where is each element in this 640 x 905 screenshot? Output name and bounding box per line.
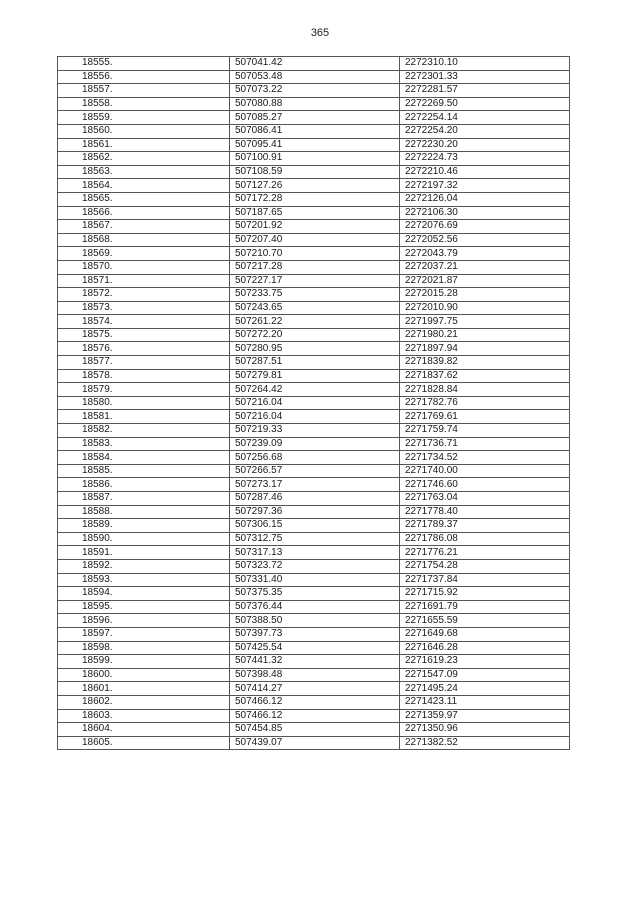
table-row	[58, 220, 570, 234]
x-coordinate-cell: 507398.48	[230, 668, 400, 682]
point-number-cell: 18596.	[58, 614, 230, 628]
point-number-cell: 18582.	[58, 424, 230, 438]
table-row	[58, 206, 570, 220]
x-coordinate-cell: 507376.44	[230, 600, 400, 614]
x-coordinate-cell: 507441.32	[230, 655, 400, 669]
table-row	[58, 192, 570, 206]
point-number-cell: 18580.	[58, 396, 230, 410]
table-row	[58, 356, 570, 370]
y-coordinate-cell: 2272037.21	[400, 260, 570, 274]
point-number-cell: 18569.	[58, 247, 230, 261]
x-coordinate-cell: 507323.72	[230, 559, 400, 573]
x-coordinate-cell: 507280.95	[230, 342, 400, 356]
table-row	[58, 315, 570, 329]
y-coordinate-cell: 2272269.50	[400, 97, 570, 111]
x-coordinate-cell: 507273.17	[230, 478, 400, 492]
y-coordinate-cell: 2272230.20	[400, 138, 570, 152]
point-number-cell: 18564.	[58, 179, 230, 193]
point-number-cell: 18570.	[58, 260, 230, 274]
table-row	[58, 695, 570, 709]
table-row	[58, 288, 570, 302]
x-coordinate-cell: 507264.42	[230, 383, 400, 397]
y-coordinate-cell: 2271619.23	[400, 655, 570, 669]
coordinates-table	[57, 56, 570, 750]
table-row	[58, 328, 570, 342]
table-row	[58, 97, 570, 111]
page-number: 365	[310, 27, 330, 39]
table-row	[58, 492, 570, 506]
y-coordinate-cell: 2271495.24	[400, 682, 570, 696]
table-row	[58, 274, 570, 288]
x-coordinate-cell: 507095.41	[230, 138, 400, 152]
table-row	[58, 437, 570, 451]
x-coordinate-cell: 507375.35	[230, 587, 400, 601]
table-row	[58, 70, 570, 84]
point-number-cell: 18561.	[58, 138, 230, 152]
point-number-cell: 18559.	[58, 111, 230, 125]
x-coordinate-cell: 507454.85	[230, 723, 400, 737]
x-coordinate-cell: 507414.27	[230, 682, 400, 696]
point-number-cell: 18586.	[58, 478, 230, 492]
y-coordinate-cell: 2272010.90	[400, 301, 570, 315]
x-coordinate-cell: 507100.91	[230, 152, 400, 166]
y-coordinate-cell: 2271776.21	[400, 546, 570, 560]
x-coordinate-cell: 507239.09	[230, 437, 400, 451]
table-row	[58, 546, 570, 560]
point-number-cell: 18563.	[58, 165, 230, 179]
point-number-cell: 18584.	[58, 451, 230, 465]
table-row	[58, 84, 570, 98]
point-number-cell: 18579.	[58, 383, 230, 397]
y-coordinate-cell: 2271382.52	[400, 736, 570, 750]
y-coordinate-cell: 2271763.04	[400, 492, 570, 506]
table-row	[58, 559, 570, 573]
x-coordinate-cell: 507217.28	[230, 260, 400, 274]
x-coordinate-cell: 507219.33	[230, 424, 400, 438]
table-row	[58, 396, 570, 410]
point-number-cell: 18572.	[58, 288, 230, 302]
y-coordinate-cell: 2271754.28	[400, 559, 570, 573]
point-number-cell: 18588.	[58, 505, 230, 519]
x-coordinate-cell: 507201.92	[230, 220, 400, 234]
point-number-cell: 18578.	[58, 369, 230, 383]
table-row	[58, 641, 570, 655]
x-coordinate-cell: 507397.73	[230, 627, 400, 641]
x-coordinate-cell: 507312.75	[230, 532, 400, 546]
y-coordinate-cell: 2272052.56	[400, 233, 570, 247]
table-row	[58, 505, 570, 519]
point-number-cell: 18574.	[58, 315, 230, 329]
x-coordinate-cell: 507243.65	[230, 301, 400, 315]
y-coordinate-cell: 2271789.37	[400, 519, 570, 533]
x-coordinate-cell: 507073.22	[230, 84, 400, 98]
point-number-cell: 18595.	[58, 600, 230, 614]
table-row	[58, 709, 570, 723]
table-row	[58, 260, 570, 274]
table-row	[58, 627, 570, 641]
point-number-cell: 18583.	[58, 437, 230, 451]
table-row	[58, 111, 570, 125]
x-coordinate-cell: 507108.59	[230, 165, 400, 179]
x-coordinate-cell: 507466.12	[230, 695, 400, 709]
y-coordinate-cell: 2272210.46	[400, 165, 570, 179]
x-coordinate-cell: 507127.26	[230, 179, 400, 193]
y-coordinate-cell: 2271740.00	[400, 464, 570, 478]
x-coordinate-cell: 507216.04	[230, 396, 400, 410]
table-row	[58, 152, 570, 166]
y-coordinate-cell: 2271828.84	[400, 383, 570, 397]
point-number-cell: 18598.	[58, 641, 230, 655]
x-coordinate-cell: 507287.51	[230, 356, 400, 370]
x-coordinate-cell: 507256.68	[230, 451, 400, 465]
y-coordinate-cell: 2271746.60	[400, 478, 570, 492]
y-coordinate-cell: 2271782.76	[400, 396, 570, 410]
x-coordinate-cell: 507261.22	[230, 315, 400, 329]
point-number-cell: 18593.	[58, 573, 230, 587]
x-coordinate-cell: 507439.07	[230, 736, 400, 750]
point-number-cell: 18587.	[58, 492, 230, 506]
y-coordinate-cell: 2271837.62	[400, 369, 570, 383]
y-coordinate-cell: 2272197.32	[400, 179, 570, 193]
table-row	[58, 138, 570, 152]
table-row	[58, 301, 570, 315]
table-row	[58, 247, 570, 261]
table-row	[58, 410, 570, 424]
point-number-cell: 18571.	[58, 274, 230, 288]
table-row	[58, 532, 570, 546]
point-number-cell: 18558.	[58, 97, 230, 111]
point-number-cell: 18604.	[58, 723, 230, 737]
y-coordinate-cell: 2271691.79	[400, 600, 570, 614]
table-row	[58, 655, 570, 669]
y-coordinate-cell: 2272301.33	[400, 70, 570, 84]
point-number-cell: 18590.	[58, 532, 230, 546]
y-coordinate-cell: 2271655.59	[400, 614, 570, 628]
point-number-cell: 18568.	[58, 233, 230, 247]
point-number-cell: 18605.	[58, 736, 230, 750]
table-row	[58, 668, 570, 682]
point-number-cell: 18599.	[58, 655, 230, 669]
y-coordinate-cell: 2272126.04	[400, 192, 570, 206]
point-number-cell: 18594.	[58, 587, 230, 601]
x-coordinate-cell: 507466.12	[230, 709, 400, 723]
x-coordinate-cell: 507306.15	[230, 519, 400, 533]
point-number-cell: 18603.	[58, 709, 230, 723]
y-coordinate-cell: 2271734.52	[400, 451, 570, 465]
x-coordinate-cell: 507172.28	[230, 192, 400, 206]
y-coordinate-cell: 2271778.40	[400, 505, 570, 519]
y-coordinate-cell: 2271547.09	[400, 668, 570, 682]
y-coordinate-cell: 2271737.84	[400, 573, 570, 587]
point-number-cell: 18600.	[58, 668, 230, 682]
table-row	[58, 573, 570, 587]
x-coordinate-cell: 507331.40	[230, 573, 400, 587]
table-row	[58, 383, 570, 397]
y-coordinate-cell: 2272281.57	[400, 84, 570, 98]
point-number-cell: 18566.	[58, 206, 230, 220]
y-coordinate-cell: 2272076.69	[400, 220, 570, 234]
point-number-cell: 18601.	[58, 682, 230, 696]
x-coordinate-cell: 507287.46	[230, 492, 400, 506]
point-number-cell: 18576.	[58, 342, 230, 356]
y-coordinate-cell: 2271897.94	[400, 342, 570, 356]
x-coordinate-cell: 507053.48	[230, 70, 400, 84]
point-number-cell: 18573.	[58, 301, 230, 315]
y-coordinate-cell: 2271736.71	[400, 437, 570, 451]
table-row	[58, 342, 570, 356]
point-number-cell: 18555.	[58, 57, 230, 71]
x-coordinate-cell: 507266.57	[230, 464, 400, 478]
x-coordinate-cell: 507207.40	[230, 233, 400, 247]
point-number-cell: 18557.	[58, 84, 230, 98]
point-number-cell: 18562.	[58, 152, 230, 166]
y-coordinate-cell: 2271646.28	[400, 641, 570, 655]
table-row	[58, 451, 570, 465]
y-coordinate-cell: 2272015.28	[400, 288, 570, 302]
x-coordinate-cell: 507425.54	[230, 641, 400, 655]
table-row	[58, 369, 570, 383]
point-number-cell: 18589.	[58, 519, 230, 533]
table-row	[58, 587, 570, 601]
table-row	[58, 682, 570, 696]
point-number-cell: 18585.	[58, 464, 230, 478]
y-coordinate-cell: 2272254.20	[400, 124, 570, 138]
table-row	[58, 600, 570, 614]
x-coordinate-cell: 507080.88	[230, 97, 400, 111]
y-coordinate-cell: 2271649.68	[400, 627, 570, 641]
x-coordinate-cell: 507279.81	[230, 369, 400, 383]
y-coordinate-cell: 2272254.14	[400, 111, 570, 125]
point-number-cell: 18577.	[58, 356, 230, 370]
y-coordinate-cell: 2272310.10	[400, 57, 570, 71]
y-coordinate-cell: 2271350.96	[400, 723, 570, 737]
y-coordinate-cell: 2271786.08	[400, 532, 570, 546]
x-coordinate-cell: 507388.50	[230, 614, 400, 628]
y-coordinate-cell: 2271839.82	[400, 356, 570, 370]
point-number-cell: 18597.	[58, 627, 230, 641]
coordinates-table-body	[58, 57, 570, 750]
point-number-cell: 18556.	[58, 70, 230, 84]
point-number-cell: 18575.	[58, 328, 230, 342]
x-coordinate-cell: 507297.36	[230, 505, 400, 519]
y-coordinate-cell: 2271359.97	[400, 709, 570, 723]
x-coordinate-cell: 507041.42	[230, 57, 400, 71]
x-coordinate-cell: 507216.04	[230, 410, 400, 424]
point-number-cell: 18602.	[58, 695, 230, 709]
x-coordinate-cell: 507272.20	[230, 328, 400, 342]
x-coordinate-cell: 507233.75	[230, 288, 400, 302]
table-row	[58, 464, 570, 478]
table-row	[58, 478, 570, 492]
table-row	[58, 424, 570, 438]
point-number-cell: 18581.	[58, 410, 230, 424]
y-coordinate-cell: 2271980.21	[400, 328, 570, 342]
y-coordinate-cell: 2271759.74	[400, 424, 570, 438]
point-number-cell: 18560.	[58, 124, 230, 138]
y-coordinate-cell: 2271997.75	[400, 315, 570, 329]
x-coordinate-cell: 507210.70	[230, 247, 400, 261]
table-row	[58, 736, 570, 750]
y-coordinate-cell: 2271769.61	[400, 410, 570, 424]
table-row	[58, 124, 570, 138]
table-row	[58, 165, 570, 179]
point-number-cell: 18567.	[58, 220, 230, 234]
table-row	[58, 57, 570, 71]
table-row	[58, 519, 570, 533]
x-coordinate-cell: 507317.13	[230, 546, 400, 560]
x-coordinate-cell: 507187.65	[230, 206, 400, 220]
y-coordinate-cell: 2272106.30	[400, 206, 570, 220]
table-row	[58, 723, 570, 737]
y-coordinate-cell: 2271715.92	[400, 587, 570, 601]
point-number-cell: 18565.	[58, 192, 230, 206]
y-coordinate-cell: 2271423.11	[400, 695, 570, 709]
x-coordinate-cell: 507227.17	[230, 274, 400, 288]
x-coordinate-cell: 507086.41	[230, 124, 400, 138]
table-row	[58, 614, 570, 628]
y-coordinate-cell: 2272043.79	[400, 247, 570, 261]
y-coordinate-cell: 2272224.73	[400, 152, 570, 166]
table-row	[58, 179, 570, 193]
y-coordinate-cell: 2272021.87	[400, 274, 570, 288]
x-coordinate-cell: 507085.27	[230, 111, 400, 125]
table-row	[58, 233, 570, 247]
point-number-cell: 18591.	[58, 546, 230, 560]
point-number-cell: 18592.	[58, 559, 230, 573]
